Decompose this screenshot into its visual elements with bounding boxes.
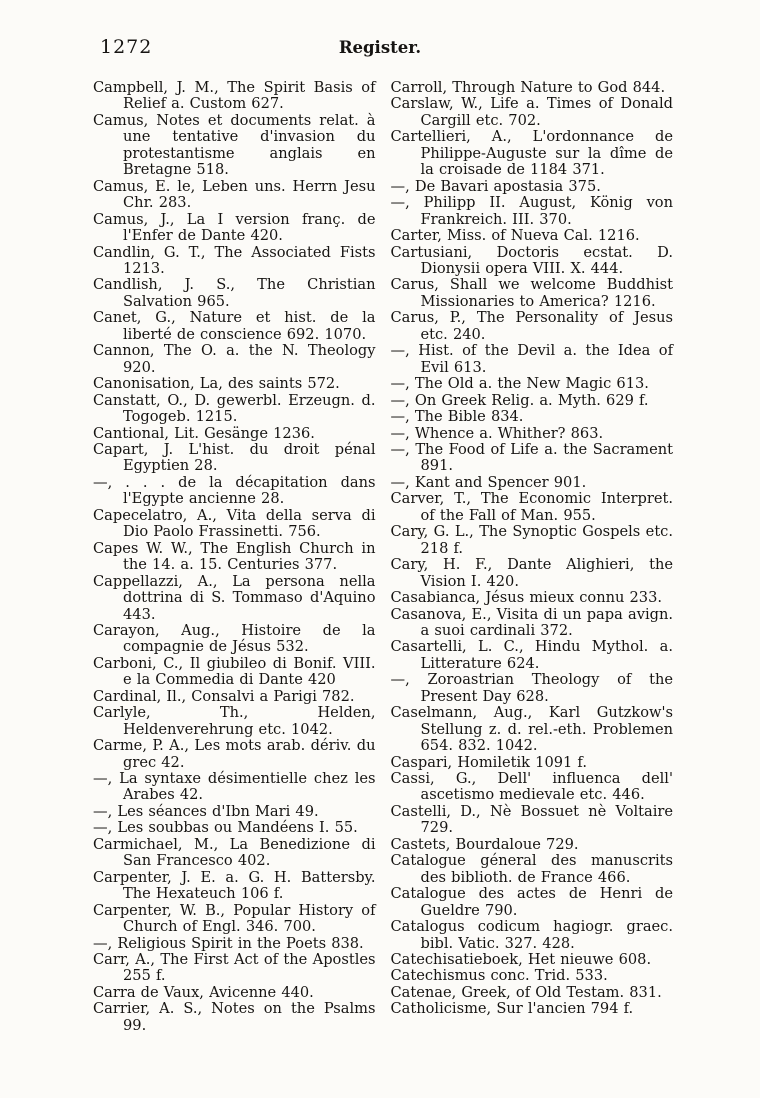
register-entry: Campbell, J. M., The Spirit Basis of Relief a. Custom 627. <box>93 79 376 113</box>
register-entry: —, De Bavari apostasia 375. <box>390 177 601 195</box>
register-entry: Camus, Notes et documents relat. à une tentative d'invasion du protestantisme anglais en Bretagne 518. <box>93 111 376 179</box>
register-entry: —, On Greek Relig. a. Myth. 629 f. <box>390 391 649 409</box>
register-entry: Candlin, G. T., The Associated Fists 1213. <box>93 243 376 277</box>
register-entry: Carpenter, J. E. a. G. H. Battersby. The Hexateuch 106 f. <box>93 868 376 903</box>
register-entry: Carus, P., The Personality of Jesus etc. 240. <box>390 309 673 343</box>
register-entry: Carrier, A. S., Notes on the Psalms 99. <box>93 1000 376 1034</box>
register-entry: —, . . . de la décapitation dans l'Egypte ancienne 28. <box>93 473 376 508</box>
register-entry: —, La syntaxe désimentielle chez les Arabes 42. <box>93 770 376 804</box>
register-entry: Carpenter, W. B., Popular History of Church of Engl. 346. 700. <box>93 901 376 936</box>
register-entry: —, The Food of Life a. the Sacrament 891. <box>390 440 673 475</box>
register-entry: Casartelli, L. C., Hindu Mythol. a. Litterature 624. <box>390 638 673 672</box>
register-entry: Catholicisme, Sur l'ancien 794 f. <box>390 1000 634 1018</box>
running-title: Register. <box>338 38 422 57</box>
register-entry: Carlyle, Th., Helden, Heldenverehrung etc. 1042. <box>93 704 376 738</box>
register-entry: Carter, Miss. of Nueva Cal. 1216. <box>390 227 640 245</box>
register-entry: —, The Bible 834. <box>390 408 524 426</box>
register-entry: Catenae, Greek, of Old Testam. 831. <box>390 983 662 1001</box>
register-entry: —, The Old a. the New Magic 613. <box>390 375 649 393</box>
register-entry: Carayon, Aug., Histoire de la compagnie de Jésus 532. <box>93 621 376 656</box>
register-entry: Cappellazzi, A., La persona nella dottrina di S. Tommaso d'Aquino 443. <box>93 572 376 623</box>
register-entry: —, Whence a. Whither? 863. <box>390 424 604 442</box>
register-entry: Cary, G. L., The Synoptic Gospels etc. 218 f. <box>390 523 673 557</box>
right-column <box>391 80 674 1034</box>
register-entry: Capecelatro, A., Vita della serva di Dio Paolo Frassinetti. 756. <box>93 506 376 541</box>
register-entry: —, Religious Spirit in the Poets 838. <box>93 934 364 952</box>
register-entry: —, Philipp II. August, König von Frankreich. III. 370. <box>390 194 673 228</box>
register-entry: Cartellieri, A., L'ordonnance de Philippe-Auguste sur la dîme de la croisade de 1184 371. <box>390 128 673 179</box>
register-entry: Cantional, Lit. Gesänge 1236. <box>93 424 315 442</box>
register-entry: Catalogus codicum hagiogr. graec. bibl. Vatic. 327. 428. <box>390 918 673 952</box>
register-entry: Casabianca, Jésus mieux connu 233. <box>390 589 663 607</box>
register-entry: Camus, E. le, Leben uns. Herrn Jesu Chr. 283. <box>93 177 376 212</box>
register-entry: Casanova, E., Visita di un papa avign. a suoi cardinali 372. <box>390 605 673 639</box>
register-entry: Catechisatieboek, Het nieuwe 608. <box>390 951 652 969</box>
register-entry: —, Les soubbas ou Mandéens I. 55. <box>93 819 358 837</box>
register-entry: Catechismus conc. Trid. 533. <box>390 967 608 985</box>
register-entry: Carus, Shall we welcome Buddhist Missionaries to America? 1216. <box>390 276 673 310</box>
register-entry: Camus, J., La I version franç. de l'Enfer de Dante 420. <box>93 210 376 245</box>
register-entry: Caspari, Homiletik 1091 f. <box>390 753 587 771</box>
register-entry: Catalogue géneral des manuscrits des biblioth. de France 466. <box>390 852 673 886</box>
register-entry: Cannon, The O. a. the N. Theology 920. <box>93 342 376 376</box>
left-column <box>93 80 376 1034</box>
register-entry: —, Zoroastrian Theology of the Present Day 628. <box>390 671 673 705</box>
register-entry: Canonisation, La, des saints 572. <box>93 375 340 393</box>
register-entry: Carme, P. A., Les mots arab. dériv. du grec 42. <box>93 737 376 771</box>
register-entry: Cassi, G., Dell' influenca dell' ascetismo medievale etc. 446. <box>390 770 673 804</box>
register-entry: Candlish, J. S., The Christian Salvation 965. <box>93 276 376 310</box>
register-entry: Cartusiani, Doctoris ecstat. D. Dionysii opera VIII. X. 444. <box>390 243 673 277</box>
register-entry: Capart, J. L'hist. du droit pénal Egyptien 28. <box>93 440 376 475</box>
register-entry: Cardinal, Il., Consalvi a Parigi 782. <box>93 687 355 705</box>
register-body <box>93 80 673 1034</box>
register-entry: Carboni, C., Il giubileo di Bonif. VIII. e la Commedia di Dante 420 <box>93 654 376 689</box>
page-number: 1272 <box>100 36 153 58</box>
register-entry: —, Kant and Spencer 901. <box>390 473 587 491</box>
register-entry: Carra de Vaux, Avicenne 440. <box>93 983 314 1001</box>
register-entry: Caselmann, Aug., Karl Gutzkow's Stellung z. d. rel.-eth. Problemen 654. 832. 1042. <box>390 704 673 755</box>
register-entry: Carroll, Through Nature to God 844. <box>390 79 666 96</box>
register-entry: Carmichael, M., La Benedizione di San Francesco 402. <box>93 835 376 870</box>
register-entry: Capes W. W., The English Church in the 14. a. 15. Centuries 377. <box>93 539 376 574</box>
page-header <box>0 36 760 62</box>
register-entry: Castelli, D., Nè Bossuet nè Voltaire 729. <box>390 802 673 837</box>
register-entry: —, Les séances d'Ibn Mari 49. <box>93 802 319 820</box>
register-entry: Carr, A., The First Act of the Apostles 255 f. <box>93 951 376 985</box>
register-entry: Canet, G., Nature et hist. de la liberté de conscience 692. 1070. <box>93 309 376 343</box>
register-entry: —, Hist. of the Devil a. the Idea of Evil 613. <box>390 342 673 376</box>
register-entry: Carver, T., The Economic Interpret. of the Fall of Man. 955. <box>390 490 673 524</box>
register-entry: Catalogue des actes de Henri de Gueldre 790. <box>390 885 673 919</box>
register-entry: Carslaw, W., Life a. Times of Donald Cargill etc. 702. <box>390 95 673 129</box>
register-entry: Canstatt, O., D. gewerbl. Erzeugn. d. Togogeb. 1215. <box>93 391 376 426</box>
register-entry: Castets, Bourdaloue 729. <box>390 835 579 853</box>
register-entry: Cary, H. F., Dante Alighieri, the Vision I. 420. <box>390 556 673 590</box>
